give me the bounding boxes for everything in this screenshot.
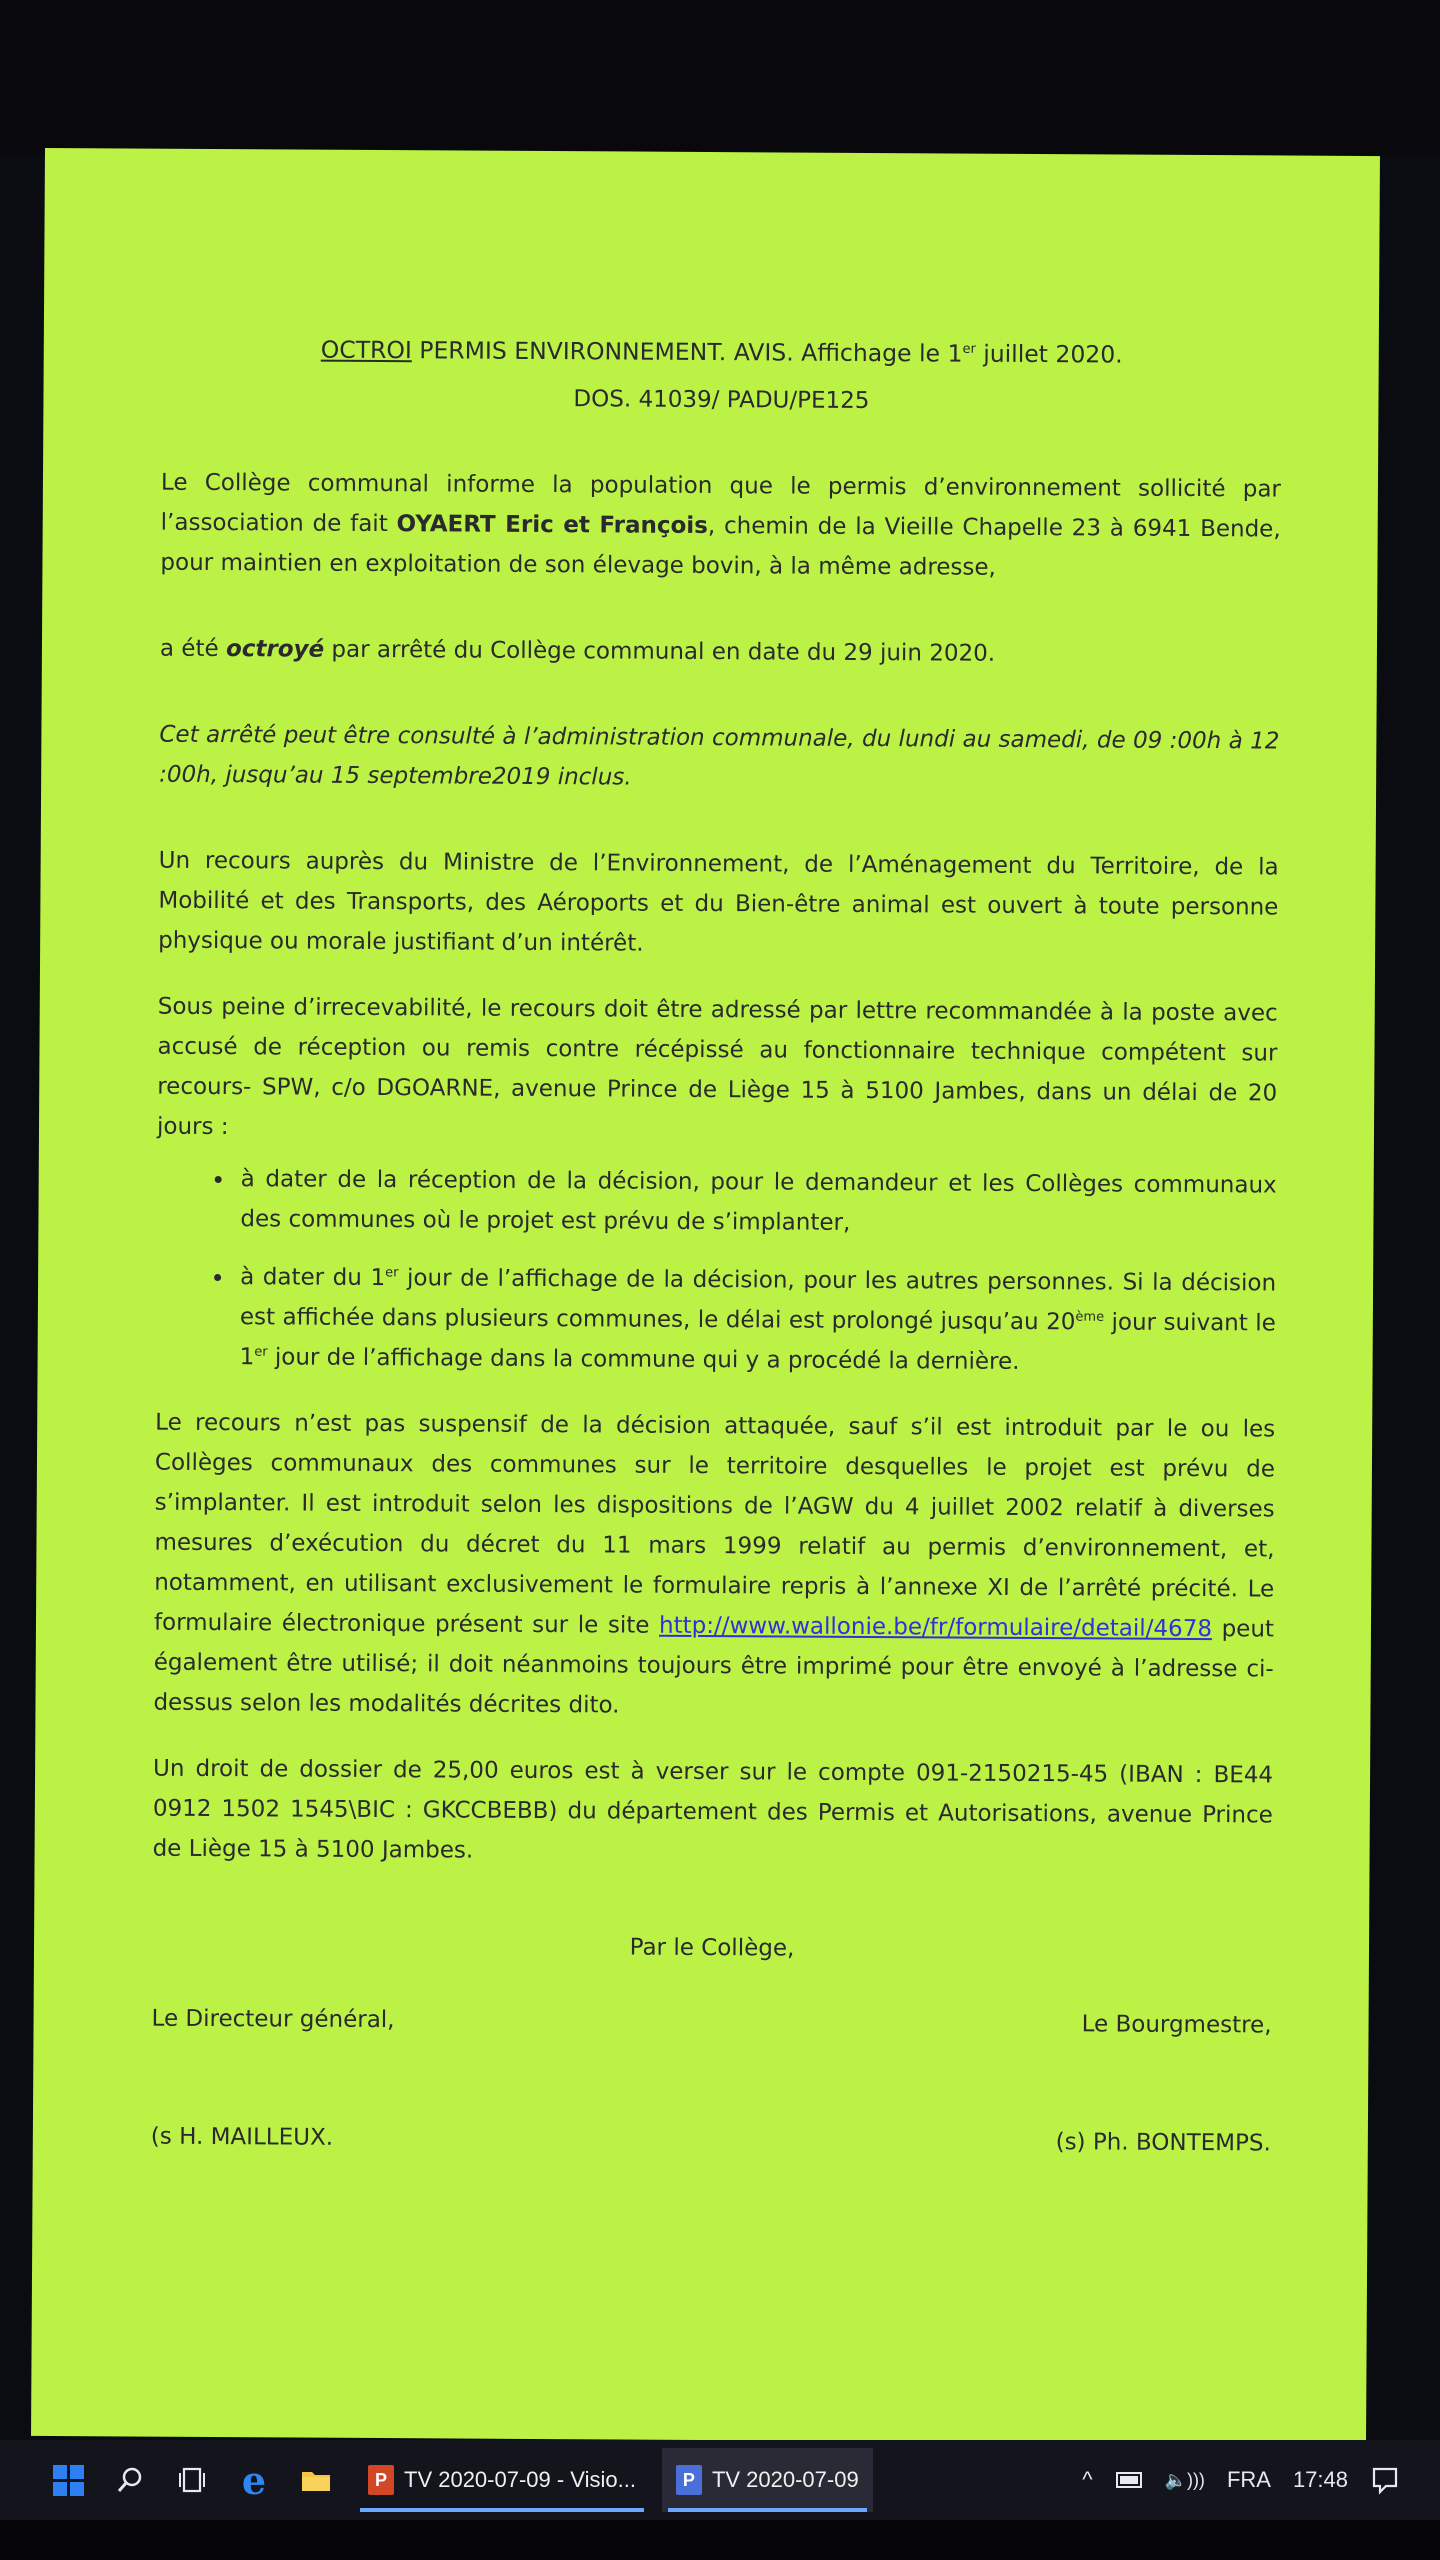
windows-logo-icon	[53, 2465, 84, 2496]
suspensive-text-a: Le recours n’est pas suspensif de la décision attaquée, sauf s’il est introduit par le ou les Collèges communaux des communes sur le territoire desquelles le projet est prévu de s’implanter. Il est introduit selon les dispositions de l’AGW du 4 juillet 2002 relatif à diverses mesures d’exécution du décret du 11 mars 1999 relatif au permis d’environnement, et, notamment, en utilisant exclusivement le formulaire repris à l’annexe XI de l’arrêté précité. Le formulaire électronique présent sur le site	[153, 1409, 1276, 1639]
deadline-list	[155, 1159, 1276, 1384]
clock[interactable]: 17:48	[1292, 2467, 1348, 2492]
applicant-name: OYAERT Eric et François	[396, 511, 709, 540]
title-date: juillet 2020.	[975, 339, 1123, 369]
decision-text-b: par arrêté du Collège communal en date du 29 juin 2020.	[324, 636, 996, 667]
paragraph-fee: Un droit de dossier de 25,00 euros est à verser sur le compte 091-2150215-45 (IBAN : BE44 0912 1502 1545\BIC : GKCCBEBB) du département des Permis et Autorisations, avenue Prince de Liège 15 à 5100 Jambes.	[152, 1755, 1274, 1864]
taskbar-app-label: TV 2020-07-09 - Visio...	[404, 2467, 636, 2492]
paragraph-appeal: Un recours auprès du Ministre de l’Environnement, de l’Aménagement du Territoire, de la Mobilité et des Transports, des Aéroports et du Bien-être animal est ouvert à toute personne physique ou morale justifiant d’un intérêt.	[158, 847, 1279, 957]
taskbar-app-label: TV 2020-07-09	[711, 2467, 859, 2492]
monitor-bezel-bottom	[0, 2520, 1440, 2560]
document-viewer	[31, 148, 1380, 2444]
decision-emphasis: octroyé	[225, 636, 325, 663]
decision-text-a: a été	[159, 635, 227, 663]
powerpoint-icon: P	[676, 2465, 702, 2495]
edge-icon: e	[241, 2457, 267, 2503]
network-icon[interactable]	[1115, 2469, 1143, 2491]
form-link[interactable]: http://www.wallonie.be/fr/formulaire/detail/4678	[658, 1612, 1213, 1643]
search-icon	[115, 2465, 145, 2495]
paragraph-procedure: Sous peine d’irrecevabilité, le recours doit être adressé par lettre recommandée à la poste avec accusé de réception ou remis contre récépissé au fonctionnaire technique compétent sur recours- SPW, c/o DGOARNE, avenue Prince de Liège 15 à 5100 Jambes, dans un délai de 20 jours :	[156, 993, 1278, 1141]
dossier-reference: DOS. 41039/ PADU/PE125	[573, 386, 870, 414]
signature-names	[151, 2117, 1271, 2164]
file-explorer-button[interactable]	[288, 2452, 344, 2508]
list-item	[233, 1257, 1276, 1383]
language-indicator[interactable]: FRA	[1226, 2467, 1271, 2492]
paragraph-suspensive	[153, 1403, 1275, 1730]
bullet2-superscript: er	[254, 1344, 268, 1360]
edge-button[interactable]	[226, 2452, 282, 2508]
paragraph-intro	[160, 463, 1281, 590]
taskbar-app-tv[interactable]	[662, 2448, 873, 2512]
speaker-icon[interactable]: 🔈)))	[1164, 2469, 1205, 2490]
list-item: • à dater de la réception de la décision, pour le demandeur et les Collèges communaux des communes où le projet est prévu de s’implanter,	[234, 1159, 1276, 1245]
notification-icon[interactable]	[1370, 2465, 1400, 2495]
taskbar	[0, 2440, 1440, 2520]
bullet2-text-d: jour de l’affichage dans la commune qui y a procédé la dernière.	[267, 1344, 1020, 1375]
title-text: PERMIS ENVIRONNEMENT. AVIS. Affichage le 1	[411, 336, 963, 368]
paragraph-decision	[160, 629, 1280, 676]
bullet2-text-b: jour de l’affichage de la décision, pour les autres personnes. Si la décision est affichée dans plusieurs communes, le délai est prolongé jusqu’au 20	[239, 1265, 1277, 1336]
bullet2-superscript: ème	[1075, 1309, 1105, 1325]
folder-icon	[300, 2466, 332, 2494]
mayor-title: Le Bourgmestre,	[1081, 2011, 1272, 2039]
consultation-text: Cet arrêté peut être consulté à l’administration communale, du lundi au samedi, de 09 :00h à 12 :00h, jusqu’au 15 septembre2019 inclus.	[159, 721, 1280, 791]
taskbar-app-visio[interactable]	[354, 2448, 650, 2512]
title-superscript: er	[962, 341, 976, 357]
intro-text-b: , chemin de la Vieille Chapelle 23 à 6941 Bende, pour maintien en exploitation de son élevage bovin, à la même adresse,	[160, 513, 1281, 581]
bullet2-text-a: à dater du 1	[240, 1264, 386, 1292]
search-button[interactable]	[102, 2452, 158, 2508]
mayor-name: (s) Ph. BONTEMPS.	[1055, 2129, 1271, 2157]
bullet2-superscript: er	[385, 1265, 399, 1281]
system-tray	[1082, 2465, 1440, 2495]
task-view-button[interactable]	[164, 2452, 220, 2508]
title-underlined-word: OCTROI	[320, 335, 412, 365]
task-view-icon	[177, 2465, 207, 2495]
signature-titles	[151, 1999, 1271, 2046]
monitor-bezel-top	[0, 0, 1440, 155]
intro-text-a: Le Collège communal informe la population que le permis d’environnement sollicité par l’association de fait	[160, 469, 1282, 538]
bullet2-text-c: jour suivant le 1	[239, 1309, 1276, 1371]
tray-expand-icon[interactable]: ^	[1082, 2467, 1093, 2492]
document-body	[151, 329, 1282, 2164]
director-name: (s H. MAILLEUX.	[150, 2123, 334, 2151]
paragraph-consultation	[159, 715, 1279, 802]
page-title	[162, 329, 1282, 376]
director-title: Le Directeur général,	[151, 2005, 395, 2034]
powerpoint-icon: P	[368, 2465, 394, 2495]
signature-heading: Par le Collège,	[629, 1934, 795, 1962]
suspensive-text-b: peut également être utilisé; il doit néanmoins toujours être imprimé pour être envoyé à l’adresse ci-dessus selon les modalités décrites dito.	[153, 1616, 1275, 1719]
start-button[interactable]	[40, 2452, 96, 2508]
